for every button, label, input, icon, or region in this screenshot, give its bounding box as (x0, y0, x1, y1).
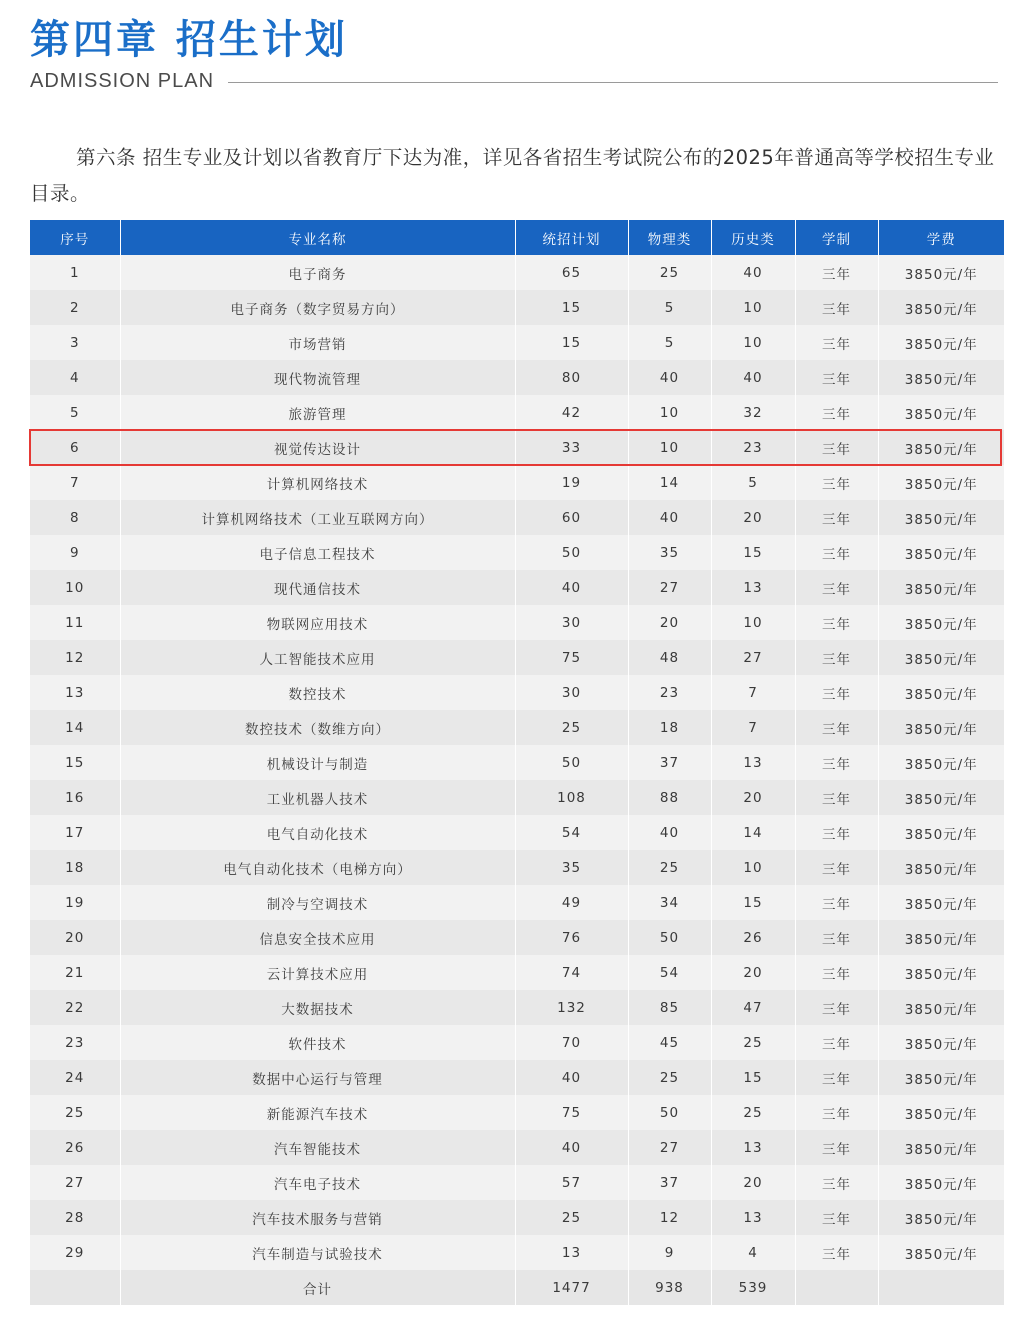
row-number-cell: 16 (30, 780, 120, 815)
table-row (30, 955, 1004, 990)
physics-cell: 5 (628, 325, 711, 360)
history-cell: 5 (711, 465, 795, 500)
history-cell: 15 (711, 535, 795, 570)
row-number-cell: 1 (30, 255, 120, 290)
history-cell: 23 (711, 430, 795, 465)
row-number-cell: 21 (30, 955, 120, 990)
row-number-cell: 10 (30, 570, 120, 605)
major-name-cell: 电子信息工程技术 (120, 535, 515, 570)
history-cell: 40 (711, 255, 795, 290)
row-number-cell: 23 (30, 1025, 120, 1060)
physics-cell: 50 (628, 920, 711, 955)
major-name-cell: 现代物流管理 (120, 360, 515, 395)
history-cell: 7 (711, 710, 795, 745)
table-row (30, 395, 1004, 430)
total-row (30, 1270, 1004, 1305)
physics-cell: 34 (628, 885, 711, 920)
plan-total-cell: 57 (515, 1165, 628, 1200)
physics-cell: 40 (628, 500, 711, 535)
duration-cell: 三年 (795, 920, 878, 955)
history-cell: 20 (711, 955, 795, 990)
major-name-cell: 数控技术（数维方向） (120, 710, 515, 745)
tuition-cell: 3850元/年 (878, 465, 1004, 500)
history-cell: 25 (711, 1095, 795, 1130)
major-name-cell: 大数据技术 (120, 990, 515, 1025)
history-cell: 20 (711, 500, 795, 535)
table-row (30, 255, 1004, 290)
duration-cell: 三年 (795, 255, 878, 290)
row-number-cell: 13 (30, 675, 120, 710)
major-name-cell: 机械设计与制造 (120, 745, 515, 780)
tuition-cell: 3850元/年 (878, 255, 1004, 290)
duration-cell: 三年 (795, 675, 878, 710)
tuition-cell: 3850元/年 (878, 605, 1004, 640)
total-cell (30, 1270, 120, 1305)
duration-cell: 三年 (795, 990, 878, 1025)
row-number-cell: 25 (30, 1095, 120, 1130)
history-cell: 15 (711, 885, 795, 920)
physics-cell: 25 (628, 850, 711, 885)
tuition-cell: 3850元/年 (878, 395, 1004, 430)
physics-cell: 9 (628, 1235, 711, 1270)
row-number-cell: 26 (30, 1130, 120, 1165)
plan-total-cell: 60 (515, 500, 628, 535)
table-row (30, 920, 1004, 955)
major-name-cell: 计算机网络技术 (120, 465, 515, 500)
major-name-cell: 数据中心运行与管理 (120, 1060, 515, 1095)
plan-total-cell: 75 (515, 640, 628, 675)
major-name-cell: 人工智能技术应用 (120, 640, 515, 675)
history-cell: 25 (711, 1025, 795, 1060)
tuition-cell: 3850元/年 (878, 1095, 1004, 1130)
duration-cell: 三年 (795, 325, 878, 360)
history-cell: 10 (711, 605, 795, 640)
total-cell: 938 (628, 1270, 711, 1305)
history-cell: 13 (711, 570, 795, 605)
table-row (30, 325, 1004, 360)
row-number-cell: 8 (30, 500, 120, 535)
major-name-cell: 市场营销 (120, 325, 515, 360)
history-cell: 13 (711, 1200, 795, 1235)
physics-cell: 40 (628, 360, 711, 395)
duration-cell: 三年 (795, 1060, 878, 1095)
subtitle-divider (228, 82, 998, 83)
duration-cell: 三年 (795, 605, 878, 640)
major-name-cell: 物联网应用技术 (120, 605, 515, 640)
row-number-cell: 24 (30, 1060, 120, 1095)
row-number-cell: 29 (30, 1235, 120, 1270)
duration-cell: 三年 (795, 465, 878, 500)
tuition-cell: 3850元/年 (878, 360, 1004, 395)
row-number-cell: 6 (30, 430, 120, 465)
header-cell: 物理类 (628, 220, 711, 255)
major-name-cell: 汽车智能技术 (120, 1130, 515, 1165)
duration-cell: 三年 (795, 955, 878, 990)
admission-plan-table (30, 220, 1004, 1305)
duration-cell: 三年 (795, 780, 878, 815)
physics-cell: 25 (628, 1060, 711, 1095)
duration-cell: 三年 (795, 850, 878, 885)
physics-cell: 27 (628, 570, 711, 605)
chapter-subtitle: ADMISSION PLAN (30, 69, 215, 92)
major-name-cell: 计算机网络技术（工业互联网方向） (120, 500, 515, 535)
major-name-cell: 汽车电子技术 (120, 1165, 515, 1200)
plan-total-cell: 15 (515, 290, 628, 325)
tuition-cell: 3850元/年 (878, 990, 1004, 1025)
plan-total-cell: 13 (515, 1235, 628, 1270)
plan-total-cell: 42 (515, 395, 628, 430)
physics-cell: 14 (628, 465, 711, 500)
physics-cell: 20 (628, 605, 711, 640)
plan-total-cell: 49 (515, 885, 628, 920)
tuition-cell: 3850元/年 (878, 745, 1004, 780)
table-row (30, 640, 1004, 675)
total-cell (878, 1270, 1004, 1305)
major-name-cell: 旅游管理 (120, 395, 515, 430)
table-row (30, 675, 1004, 710)
table-row (30, 1095, 1004, 1130)
tuition-cell: 3850元/年 (878, 1025, 1004, 1060)
tuition-cell: 3850元/年 (878, 955, 1004, 990)
header-cell: 学制 (795, 220, 878, 255)
major-name-cell: 工业机器人技术 (120, 780, 515, 815)
physics-cell: 85 (628, 990, 711, 1025)
history-cell: 10 (711, 290, 795, 325)
article-paragraph: 第六条 招生专业及计划以省教育厅下达为准，详见各省招生考试院公布的2025年普通高等学校招生专业目录。 (30, 145, 995, 205)
tuition-cell: 3850元/年 (878, 325, 1004, 360)
table-row (30, 290, 1004, 325)
history-cell: 4 (711, 1235, 795, 1270)
history-cell: 40 (711, 360, 795, 395)
plan-total-cell: 74 (515, 955, 628, 990)
tuition-cell: 3850元/年 (878, 850, 1004, 885)
plan-total-cell: 40 (515, 1130, 628, 1165)
history-cell: 7 (711, 675, 795, 710)
row-number-cell: 19 (30, 885, 120, 920)
tuition-cell: 3850元/年 (878, 290, 1004, 325)
plan-total-cell: 80 (515, 360, 628, 395)
duration-cell: 三年 (795, 500, 878, 535)
tuition-cell: 3850元/年 (878, 1235, 1004, 1270)
history-cell: 14 (711, 815, 795, 850)
history-cell: 20 (711, 1165, 795, 1200)
total-cell: 539 (711, 1270, 795, 1305)
physics-cell: 48 (628, 640, 711, 675)
tuition-cell: 3850元/年 (878, 920, 1004, 955)
history-cell: 13 (711, 745, 795, 780)
major-name-cell: 新能源汽车技术 (120, 1095, 515, 1130)
duration-cell: 三年 (795, 885, 878, 920)
physics-cell: 88 (628, 780, 711, 815)
duration-cell: 三年 (795, 290, 878, 325)
tuition-cell: 3850元/年 (878, 1165, 1004, 1200)
duration-cell: 三年 (795, 430, 878, 465)
table-row (30, 1060, 1004, 1095)
row-number-cell: 15 (30, 745, 120, 780)
history-cell: 15 (711, 1060, 795, 1095)
physics-cell: 54 (628, 955, 711, 990)
physics-cell: 10 (628, 430, 711, 465)
duration-cell: 三年 (795, 745, 878, 780)
major-name-cell: 现代通信技术 (120, 570, 515, 605)
table-row (30, 605, 1004, 640)
row-number-cell: 12 (30, 640, 120, 675)
plan-total-cell: 25 (515, 1200, 628, 1235)
major-name-cell: 电气自动化技术（电梯方向） (120, 850, 515, 885)
tuition-cell: 3850元/年 (878, 500, 1004, 535)
duration-cell: 三年 (795, 1165, 878, 1200)
tuition-cell: 3850元/年 (878, 885, 1004, 920)
row-number-cell: 17 (30, 815, 120, 850)
total-cell: 1477 (515, 1270, 628, 1305)
duration-cell: 三年 (795, 640, 878, 675)
duration-cell: 三年 (795, 1235, 878, 1270)
physics-cell: 23 (628, 675, 711, 710)
row-number-cell: 14 (30, 710, 120, 745)
physics-cell: 35 (628, 535, 711, 570)
duration-cell: 三年 (795, 1095, 878, 1130)
row-number-cell: 27 (30, 1165, 120, 1200)
tuition-cell: 3850元/年 (878, 780, 1004, 815)
history-cell: 13 (711, 1130, 795, 1165)
table-row (30, 1200, 1004, 1235)
chapter-title: 第四章 招生计划 (30, 17, 348, 63)
history-cell: 20 (711, 780, 795, 815)
table-row (30, 1130, 1004, 1165)
history-cell: 47 (711, 990, 795, 1025)
table-row (30, 885, 1004, 920)
tuition-cell: 3850元/年 (878, 570, 1004, 605)
table-row (30, 1165, 1004, 1200)
duration-cell: 三年 (795, 1025, 878, 1060)
table-row (30, 1025, 1004, 1060)
major-name-cell: 汽车制造与试验技术 (120, 1235, 515, 1270)
tuition-cell: 3850元/年 (878, 815, 1004, 850)
plan-total-cell: 65 (515, 255, 628, 290)
duration-cell: 三年 (795, 360, 878, 395)
table-row (30, 745, 1004, 780)
major-name-cell: 汽车技术服务与营销 (120, 1200, 515, 1235)
tuition-cell: 3850元/年 (878, 1060, 1004, 1095)
row-number-cell: 18 (30, 850, 120, 885)
duration-cell: 三年 (795, 815, 878, 850)
row-number-cell: 28 (30, 1200, 120, 1235)
plan-total-cell: 40 (515, 570, 628, 605)
duration-cell: 三年 (795, 1130, 878, 1165)
plan-total-cell: 30 (515, 675, 628, 710)
physics-cell: 50 (628, 1095, 711, 1130)
physics-cell: 45 (628, 1025, 711, 1060)
row-number-cell: 20 (30, 920, 120, 955)
major-name-cell: 制冷与空调技术 (120, 885, 515, 920)
physics-cell: 5 (628, 290, 711, 325)
major-name-cell: 电气自动化技术 (120, 815, 515, 850)
table-row (30, 535, 1004, 570)
header-cell: 序号 (30, 220, 120, 255)
table-row (30, 430, 1004, 465)
physics-cell: 37 (628, 745, 711, 780)
major-name-cell: 云计算技术应用 (120, 955, 515, 990)
table-row (30, 1235, 1004, 1270)
row-number-cell: 9 (30, 535, 120, 570)
plan-total-cell: 132 (515, 990, 628, 1025)
plan-total-cell: 35 (515, 850, 628, 885)
header-cell: 学费 (878, 220, 1004, 255)
plan-total-cell: 50 (515, 535, 628, 570)
plan-total-cell: 54 (515, 815, 628, 850)
table-body (30, 255, 1004, 1270)
duration-cell: 三年 (795, 1200, 878, 1235)
plan-total-cell: 19 (515, 465, 628, 500)
physics-cell: 37 (628, 1165, 711, 1200)
major-name-cell: 视觉传达设计 (120, 430, 515, 465)
history-cell: 10 (711, 850, 795, 885)
row-number-cell: 7 (30, 465, 120, 500)
plan-total-cell: 75 (515, 1095, 628, 1130)
plan-total-cell: 25 (515, 710, 628, 745)
plan-total-cell: 33 (515, 430, 628, 465)
plan-total-cell: 50 (515, 745, 628, 780)
table-row (30, 850, 1004, 885)
major-name-cell: 电子商务（数字贸易方向） (120, 290, 515, 325)
plan-total-cell: 70 (515, 1025, 628, 1060)
history-cell: 10 (711, 325, 795, 360)
row-number-cell: 4 (30, 360, 120, 395)
tuition-cell: 3850元/年 (878, 1200, 1004, 1235)
row-number-cell: 2 (30, 290, 120, 325)
header-cell: 统招计划 (515, 220, 628, 255)
table-row (30, 710, 1004, 745)
header-cell: 专业名称 (120, 220, 515, 255)
total-cell (795, 1270, 878, 1305)
tuition-cell: 3850元/年 (878, 430, 1004, 465)
physics-cell: 18 (628, 710, 711, 745)
physics-cell: 10 (628, 395, 711, 430)
physics-cell: 12 (628, 1200, 711, 1235)
tuition-cell: 3850元/年 (878, 675, 1004, 710)
history-cell: 27 (711, 640, 795, 675)
duration-cell: 三年 (795, 535, 878, 570)
history-cell: 32 (711, 395, 795, 430)
plan-total-cell: 15 (515, 325, 628, 360)
subtitle-row (30, 68, 998, 94)
tuition-cell: 3850元/年 (878, 535, 1004, 570)
row-number-cell: 5 (30, 395, 120, 430)
plan-total-cell: 108 (515, 780, 628, 815)
tuition-cell: 3850元/年 (878, 710, 1004, 745)
table-row (30, 990, 1004, 1025)
physics-cell: 27 (628, 1130, 711, 1165)
tuition-cell: 3850元/年 (878, 1130, 1004, 1165)
major-name-cell: 数控技术 (120, 675, 515, 710)
major-name-cell: 电子商务 (120, 255, 515, 290)
row-number-cell: 22 (30, 990, 120, 1025)
tuition-cell: 3850元/年 (878, 640, 1004, 675)
plan-total-cell: 40 (515, 1060, 628, 1095)
table-row (30, 570, 1004, 605)
table-row (30, 360, 1004, 395)
total-label: 合计 (120, 1270, 515, 1305)
table-row (30, 465, 1004, 500)
row-number-cell: 11 (30, 605, 120, 640)
table-header-row (30, 220, 1004, 255)
plan-total-cell: 30 (515, 605, 628, 640)
table-row (30, 500, 1004, 535)
major-name-cell: 信息安全技术应用 (120, 920, 515, 955)
history-cell: 26 (711, 920, 795, 955)
header-cell: 历史类 (711, 220, 795, 255)
table-row (30, 815, 1004, 850)
duration-cell: 三年 (795, 710, 878, 745)
major-name-cell: 软件技术 (120, 1025, 515, 1060)
duration-cell: 三年 (795, 570, 878, 605)
physics-cell: 25 (628, 255, 711, 290)
row-number-cell: 3 (30, 325, 120, 360)
plan-total-cell: 76 (515, 920, 628, 955)
table-row (30, 780, 1004, 815)
physics-cell: 40 (628, 815, 711, 850)
duration-cell: 三年 (795, 395, 878, 430)
